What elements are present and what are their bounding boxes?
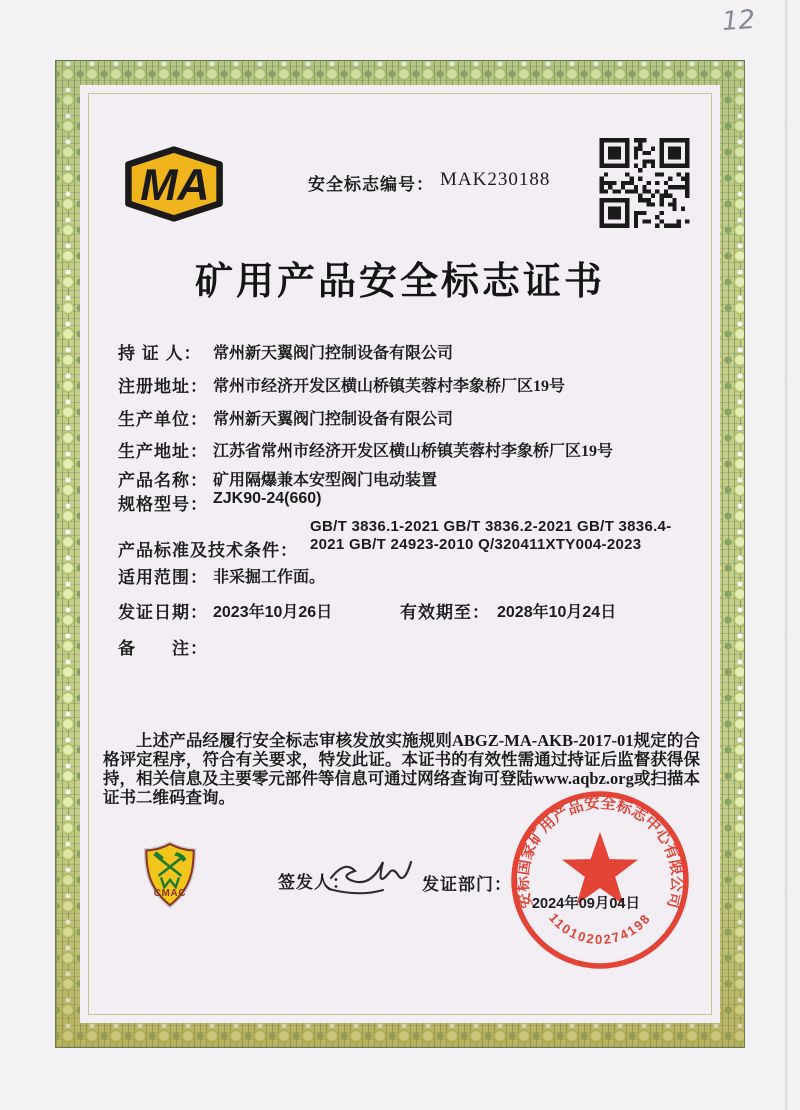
official-seal	[508, 788, 692, 972]
field-label-product-name: 产品名称：	[118, 471, 208, 490]
field-label-manufacturer: 生产单位：	[118, 410, 208, 429]
svg-text:1101020274198	[546, 910, 654, 947]
ma-logo-text: MA	[140, 160, 210, 210]
cmac-badge-label: CMAC	[153, 888, 187, 900]
handwritten-page-number: 12	[720, 4, 757, 38]
remark-label: 备 注：	[118, 639, 208, 658]
field-label-reg-address: 注册地址：	[118, 377, 208, 396]
statement-paragraph: 上述产品经履行安全标志审核发放实施规则ABGZ-MA-AKB-2017-01规定的合格评定程序，符合有关要求，特发此证。本证书的有效性需通过持证后监督获得保持，相关信息及主要零元部件等信息可通过网络查询可登陆www.aqbz.org或扫描本证书二维码查询。	[103, 731, 700, 807]
valid-until-label: 有效期至：	[400, 603, 490, 622]
scan-edge-line	[785, 0, 788, 1110]
field-label-standards: 产品标准及技术条件：	[118, 541, 298, 560]
field-label-scope: 适用范围：	[118, 568, 208, 587]
issuer-label: 发证部门：	[422, 875, 512, 894]
field-value-prod-address: 江苏省常州市经济开发区横山桥镇芙蓉村李象桥厂区19号	[213, 443, 614, 460]
seal-company-text: 安标国家矿用产品安全标志中心有限公司	[514, 794, 686, 911]
field-value-standards: GB/T 3836.1-2021 GB/T 3836.2-2021 GB/T 3836.4-2021 GB/T 24923-2010 Q/320411XTY004-2023	[310, 518, 672, 553]
ma-safety-mark-logo	[121, 144, 227, 224]
certificate-title: 矿用产品安全标志证书	[194, 261, 605, 303]
seal-date-text: 2024年09月04日	[531, 896, 641, 912]
signature	[325, 846, 415, 896]
cert-number-value: MAK230188	[440, 169, 551, 190]
cert-number-label: 安全标志编号：	[308, 175, 434, 194]
field-value-scope: 非采掘工作面。	[213, 569, 326, 586]
field-label-holder: 持 证 人：	[118, 344, 202, 363]
issue-date-label: 发证日期：	[118, 603, 208, 622]
field-value-product-name: 矿用隔爆兼本安型阀门电动装置	[213, 472, 438, 489]
seal-star-icon	[562, 832, 638, 904]
field-value-holder: 常州新天翼阀门控制设备有限公司	[213, 345, 454, 362]
field-value-model: ZJK90-24(660)	[213, 490, 322, 507]
issue-date-value: 2023年10月26日	[213, 604, 333, 621]
qr-code	[597, 138, 692, 228]
signer-label: 签发人：	[278, 873, 350, 892]
field-label-prod-address: 生产地址：	[118, 442, 208, 461]
field-value-manufacturer: 常州新天翼阀门控制设备有限公司	[213, 411, 454, 428]
field-value-reg-address: 常州市经济开发区横山桥镇芙蓉村李象桥厂区19号	[213, 378, 566, 395]
field-label-model: 规格型号：	[118, 495, 208, 514]
valid-until-value: 2028年10月24日	[497, 604, 617, 621]
cmac-badge	[139, 841, 201, 909]
seal-number-text: 1101020274198	[546, 910, 654, 947]
